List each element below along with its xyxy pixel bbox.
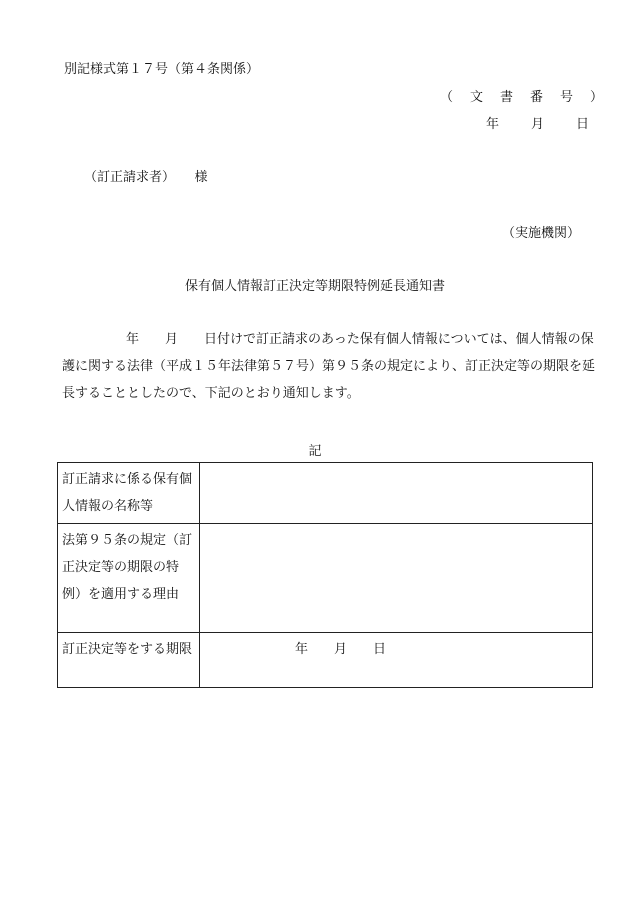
body-paragraph: 年 月 日付けで訂正請求のあった保有個人情報については、個人情報の保護に関する法律（平成１５年法律第５７号）第９５条の規定により、訂正決定等の期限を延長することとしたので、下記のとおり通知します。: [62, 332, 596, 401]
row-label-text: 訂正請求に係る保有個人情報の名称等: [62, 472, 193, 514]
issuer-line: （実施機関）: [502, 226, 581, 241]
ki-heading: 記: [308, 444, 322, 459]
row-label-text: 法第９５条の規定（訂正決定等の期限の特例）を適用する理由: [62, 533, 193, 602]
row-label-text: 訂正決定等をする期限: [62, 642, 193, 657]
row-value-deadline: [200, 633, 593, 688]
document-title: 保有個人情報訂正決定等期限特例延長通知書: [184, 279, 445, 294]
row-value-reason: [200, 524, 593, 633]
row-label-deadline: [58, 633, 200, 688]
row-value-info-name: [200, 463, 593, 524]
table-row: [58, 633, 593, 688]
row-label-info-name: [58, 463, 200, 524]
details-table: [57, 462, 593, 688]
row-value-text: 年 月 日: [204, 642, 387, 657]
recipient-line: （訂正請求者） 様: [84, 170, 208, 185]
table-row: [58, 524, 593, 633]
row-label-reason: [58, 524, 200, 633]
table-row: [58, 463, 593, 524]
form-number: 別記様式第１７号（第４条関係）: [64, 62, 260, 77]
document-number: （ 文 書 番 号 ）: [440, 90, 606, 105]
issue-date: 年 月 日: [486, 117, 592, 132]
